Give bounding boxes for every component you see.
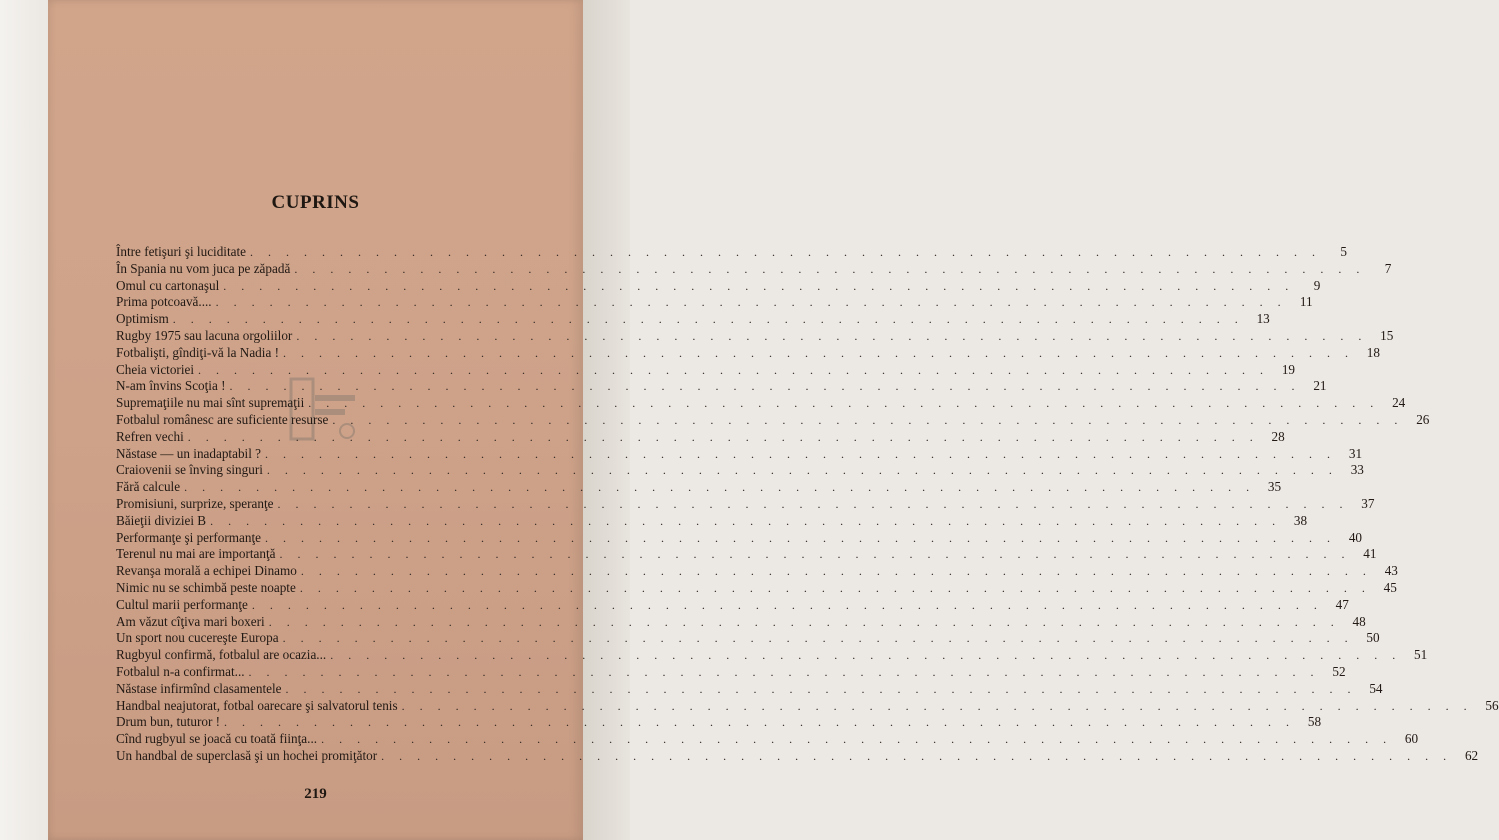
toc-entry-title: Între fetişuri şi luciditate: [116, 244, 247, 259]
toc-entry-title: Optimism: [116, 311, 169, 327]
toc-entry: [116, 244, 1348, 261]
dot-leader: . . . . . . . . . . . . . . . . . . . . . . . . . . . . . . . . . . . . . . . . . . . . . . . . . . . . . . . . . . . .: [265, 530, 1337, 545]
toc-entry-title: Prima potcoavă....: [116, 294, 212, 310]
toc-entry-title: Fără calcule: [116, 479, 181, 495]
toc-entry-title: Omul cu cartonaşul: [116, 277, 220, 293]
dot-leader: . . . . . . . . . . . . . . . . . . . . . . . . . . . . . . . . . . . . . . . . . . . . . . . . . . . . . . . . . . . .: [187, 429, 1259, 444]
toc-entry-page: 21: [1313, 378, 1327, 394]
dot-leader: . . . . . . . . . . . . . . . . . . . . . . . . . . . . . . . . . . . . . . . . . . . . . . . . . . . . . . . . . . . .: [300, 564, 1372, 579]
dot-leader: . . . . . . . . . . . . . . . . . . . . . . . . . . . . . . . . . . . . . . . . . . . . . . . . . . . . . . . . . . . .: [296, 328, 1368, 343]
toc-entry-title: Cînd rugbyul se joacă cu toată fiinţa...: [116, 731, 318, 747]
toc-entry: [116, 714, 1322, 731]
toc-entry-page: 9: [1313, 277, 1321, 293]
dot-leader: . . . . . . . . . . . . . . . . . . . . . . . . . . . . . . . . . . . . . . . . . . . . . . . . . . . . . . . . . . . .: [265, 446, 1337, 461]
toc-entry-page: 40: [1348, 529, 1363, 545]
dot-leader: . . . . . . . . . . . . . . . . . . . . . . . . . . . . . . . . . . . . . . . . . . . . . . . . . . . . . . . . . . . .: [321, 732, 1393, 747]
toc-entry: [116, 311, 1270, 328]
toc-entry-page: 13: [1256, 311, 1270, 327]
toc-entry-title: Rugby 1975 sau lacuna orgoliilor: [116, 327, 293, 343]
toc-entry-title: Terenul nu mai are importanţă: [116, 546, 276, 562]
toc-entry-page: 31: [1348, 445, 1363, 461]
toc-entry-page: 51: [1414, 647, 1428, 663]
toc-entry: [116, 697, 1499, 715]
toc-entry: [116, 680, 1383, 698]
toc-entry: [116, 277, 1321, 295]
dot-leader: . . . . . . . . . . . . . . . . . . . . . . . . . . . . . . . . . . . . . . . . . . . . . . . . . . . . . . . . . . . .: [332, 412, 1404, 427]
toc-entry-page: 37: [1361, 495, 1375, 511]
toc-entry-title: Handbal neajutorat, fotbal oarecare şi salvatorul tenis: [116, 697, 398, 713]
toc-entry: [116, 596, 1349, 614]
toc-entry-page: 38: [1293, 512, 1308, 528]
dot-leader: . . . . . . . . . . . . . . . . . . . . . . . . . . . . . . . . . . . . . . . . . . . . . . . . . . . . . . . . . . . .: [210, 513, 1282, 528]
toc-entry-title: Cultul marii performanţe: [116, 596, 248, 612]
toc-entry: [116, 411, 1430, 429]
toc-entry: [116, 361, 1295, 379]
toc-entry: [116, 378, 1327, 395]
toc-entry-title: Drum bun, tuturor !: [116, 714, 221, 730]
dot-leader: . . . . . . . . . . . . . . . . . . . . . . . . . . . . . . . . . . . . . . . . . . . . . . . . . . . . . . . . . . . .: [330, 648, 1402, 663]
toc-entry-title: Am văzut cîţiva mari boxeri: [116, 613, 265, 629]
toc-entry-title: Fotbalul n-a confirmat...: [116, 663, 245, 679]
toc-entry-page: 60: [1404, 731, 1419, 747]
toc-entry: [116, 613, 1366, 631]
toc-entry-title: Performanţe şi performanţe: [116, 529, 262, 545]
dot-leader: . . . . . . . . . . . . . . . . . . . . . . . . . . . . . . . . . . . . . . . . . . . . . . . . . . . . . . . . . . . .: [224, 715, 1296, 730]
dot-leader: . . . . . . . . . . . . . . . . . . . . . . . . . . . . . . . . . . . . . . . . . . . . . . . . . . . . . . . . . . . .: [184, 480, 1256, 495]
dot-leader: . . . . . . . . . . . . . . . . . . . . . . . . . . . . . . . . . . . . . . . . . . . . . . . . . . . . . . . . . . . .: [215, 295, 1287, 310]
toc-entry: [116, 630, 1380, 647]
dot-leader: . . . . . . . . . . . . . . . . . . . . . . . . . . . . . . . . . . . . . . . . . . . . . . . . . . . . . . . . . . . .: [277, 496, 1349, 511]
toc-entry: [116, 260, 1392, 278]
toc-entry-page: 26: [1416, 411, 1430, 427]
toc-entry-title: Refren vechi: [116, 428, 184, 444]
dot-leader: . . . . . . . . . . . . . . . . . . . . . . . . . . . . . . . . . . . . . . . . . . . . . . . . . . . . . . . . . . . .: [401, 698, 1473, 713]
page-title: CUPRINS: [271, 192, 360, 213]
background-left: [0, 0, 48, 840]
toc-entry-title: Promisiuni, surprize, speranţe: [116, 495, 274, 511]
toc-entry-page: 56: [1485, 697, 1499, 713]
page-number: 219: [304, 786, 327, 802]
toc-entry-page: 62: [1464, 747, 1479, 763]
dot-leader: . . . . . . . . . . . . . . . . . . . . . . . . . . . . . . . . . . . . . . . . . . . . . . . . . . . . . . . . . . . .: [251, 597, 1323, 612]
toc-entry: [116, 663, 1346, 681]
toc-entry-title: Revanşa morală a echipei Dinamo: [116, 563, 297, 579]
toc-entry-title: Craiovenii se înving singuri: [116, 462, 263, 478]
toc-entry-page: 35: [1267, 479, 1282, 495]
toc-entry-page: 7: [1384, 260, 1392, 276]
dot-leader: . . . . . . . . . . . . . . . . . . . . . . . . . . . . . . . . . . . . . . . . . . . . . . . . . . . . . . . . . . . .: [381, 748, 1453, 763]
toc-entry-page: 45: [1383, 579, 1397, 595]
dot-leader: . . . . . . . . . . . . . . . . . . . . . . . . . . . . . . . . . . . . . . . . . . . . . . . . . . . . . . . . . . . .: [266, 463, 1338, 478]
toc-entry-title: Un handbal de superclasă şi un hochei promiţător: [116, 747, 378, 763]
toc-entry: [116, 395, 1406, 412]
toc-entry-title: Fotbalişti, gîndiţi-vă la Nadia !: [116, 344, 279, 360]
toc-entry-title: În Spania nu vom juca pe zăpadă: [116, 260, 291, 276]
toc-entry-page: 19: [1281, 361, 1295, 377]
toc-entry-title: N-am învins Scoţia !: [116, 378, 226, 394]
dot-leader: . . . . . . . . . . . . . . . . . . . . . . . . . . . . . . . . . . . . . . . . . . . . . . . . . . . . . . . . . . . .: [229, 379, 1301, 394]
dot-leader: . . . . . . . . . . . . . . . . . . . . . . . . . . . . . . . . . . . . . . . . . . . . . . . . . . . . . . . . . . . .: [285, 681, 1357, 696]
toc-entry-title: Năstase — un inadaptabil ?: [116, 445, 262, 461]
toc-entry-page: 15: [1380, 327, 1394, 343]
toc-entry: [116, 428, 1285, 446]
dot-leader: . . . . . . . . . . . . . . . . . . . . . . . . . . . . . . . . . . . . . . . . . . . . . . . . . . . . . . . . . . . .: [294, 261, 1366, 276]
toc-entry: [116, 462, 1364, 479]
toc-entry-title: Năstase infirmînd clasamentele: [116, 680, 282, 696]
toc-entry-title: Nimic nu se schimbă peste noapte: [116, 579, 296, 595]
dot-leader: . . . . . . . . . . . . . . . . . . . . . . . . . . . . . . . . . . . . . . . . . . . . . . . . . . . . . . . . . . . .: [282, 631, 1354, 646]
toc-entry-page: 24: [1392, 395, 1406, 411]
toc-entry-page: 28: [1271, 428, 1285, 444]
toc-entry-title: Supremaţiile nu mai sînt supremaţii: [116, 395, 305, 411]
toc-entry-title: Rugbyul confirmă, fotbalul are ocazia...: [116, 647, 327, 663]
toc-entry: [116, 294, 1313, 311]
toc-entry: [116, 731, 1419, 748]
dot-leader: . . . . . . . . . . . . . . . . . . . . . . . . . . . . . . . . . . . . . . . . . . . . . . . . . . . . . . . . . . . .: [299, 580, 1371, 595]
toc-entry: [116, 495, 1375, 513]
dot-leader: . . . . . . . . . . . . . . . . . . . . . . . . . . . . . . . . . . . . . . . . . . . . . . . . . . . . . . . . . . . .: [279, 547, 1351, 562]
toc-entry-page: 5: [1340, 244, 1348, 259]
toc-entry-page: 11: [1299, 294, 1313, 310]
toc-entry: [116, 445, 1363, 463]
toc-entry: [116, 327, 1394, 345]
toc-entry: [116, 529, 1363, 547]
toc-entry-page: 41: [1363, 546, 1377, 562]
toc-entry: [116, 546, 1377, 563]
toc-entry-page: 33: [1350, 462, 1364, 478]
dot-leader: . . . . . . . . . . . . . . . . . . . . . . . . . . . . . . . . . . . . . . . . . . . . . . . . . . . . . . . . . . . .: [308, 396, 1380, 411]
toc-entry-title: Un sport nou cucereşte Europa: [116, 630, 279, 646]
toc-entry-title: Cheia victoriei: [116, 361, 194, 377]
toc-entry: [116, 512, 1308, 530]
toc-entry-page: 47: [1335, 596, 1349, 612]
book-page: [48, 0, 1499, 840]
table-of-contents: [116, 244, 1499, 765]
toc-entry-page: 52: [1332, 663, 1346, 679]
dot-leader: . . . . . . . . . . . . . . . . . . . . . . . . . . . . . . . . . . . . . . . . . . . . . . . . . . . . . . . . . . . .: [223, 278, 1295, 293]
toc-entry-page: 18: [1366, 344, 1380, 360]
toc-entry: [116, 647, 1428, 664]
toc-entry-title: Fotbalul românesc are suficiente resurse: [116, 411, 329, 427]
toc-entry: [116, 579, 1397, 597]
toc-entry-page: 43: [1384, 563, 1398, 579]
dot-leader: . . . . . . . . . . . . . . . . . . . . . . . . . . . . . . . . . . . . . . . . . . . . . . . . . . . . . . . . . . . .: [282, 345, 1354, 360]
toc-entry-page: 54: [1369, 680, 1383, 696]
toc-entry-page: 50: [1366, 630, 1380, 646]
dot-leader: . . . . . . . . . . . . . . . . . . . . . . . . . . . . . . . . . . . . . . . . . . . . . . . . . . . . . . . . . . . .: [198, 362, 1269, 377]
toc-entry-page: 48: [1352, 613, 1366, 629]
dot-leader: . . . . . . . . . . . . . . . . . . . . . . . . . . . . . . . . . . . . . . . . . . . . . . . . . . . . . . . . . . . .: [248, 664, 1320, 679]
dot-leader: . . . . . . . . . . . . . . . . . . . . . . . . . . . . . . . . . . . . . . . . . . . . . . . . . . . . . . . . . . . .: [268, 614, 1340, 629]
toc-entry-page: 58: [1307, 714, 1322, 730]
dot-leader: . . . . . . . . . . . . . . . . . . . . . . . . . . . . . . . . . . . . . . . . . . . . . . . . . . . . . . . . . . . .: [250, 245, 1322, 259]
toc-entry: [116, 344, 1380, 362]
toc-entry: [116, 563, 1398, 580]
toc-entry-title: Băieţii diviziei B: [116, 512, 207, 528]
dot-leader: . . . . . . . . . . . . . . . . . . . . . . . . . . . . . . . . . . . . . . . . . . . . . . . . . . . . . . . . . . . .: [172, 312, 1244, 327]
toc-entry: [116, 747, 1479, 765]
toc-entry: [116, 479, 1282, 496]
